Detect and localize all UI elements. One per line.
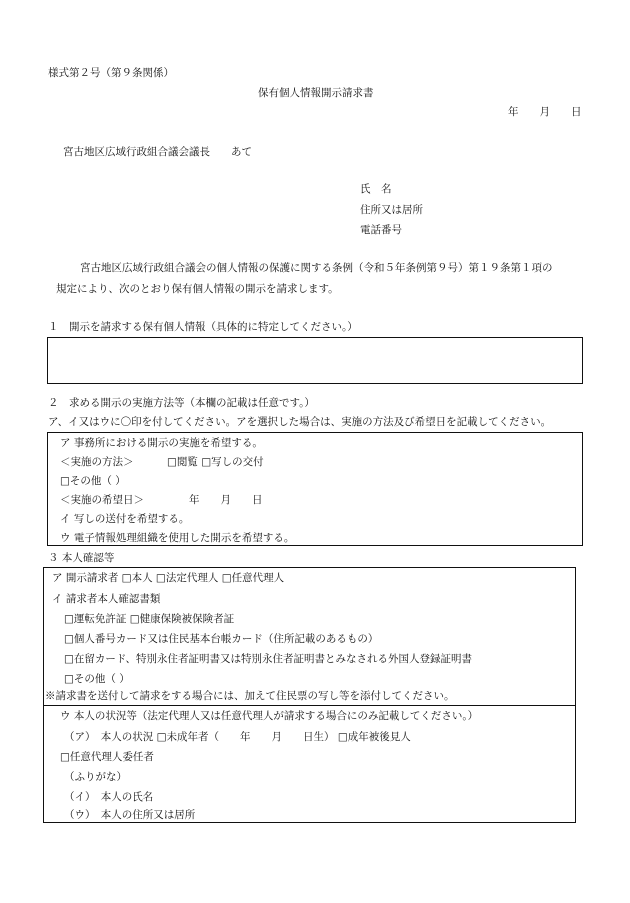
section2-box [47,432,583,546]
section2-heading: ２ 求める開示の実施方法等（本欄の記載は任意です。） [48,397,315,409]
addressee: 宮古地区広域行政組合議会議長 あて [63,146,252,158]
requester-address-label: 住所又は居所 [360,204,423,216]
id-doc-1[interactable]: □運転免許証 □健康保険被保険者証 [64,613,235,625]
status-heading: ウ 本人の状況等（法定代理人又は任意代理人が請求する場合にのみ記載してください。） [60,710,479,722]
other-option[interactable]: □その他（ ） [60,475,126,487]
form-number: 様式第２号（第９条関係） [48,67,174,79]
option-i[interactable]: イ 写しの送付を希望する。 [60,513,190,525]
intro-line-2: 規定により、次のとおり保有個人情報の開示を請求します。 [56,283,339,295]
intro-line-1: 宮古地区広域行政組合議会の個人情報の保護に関する条例（令和５年条例第９号）第１９条第１項の [80,262,553,274]
id-doc-2[interactable]: □個人番号カード又は住民基本台帳カード（住所記載のあるもの） [64,633,379,645]
requester-type-line[interactable]: ア 開示請求者 □本人 □法定代理人 □任意代理人 [52,572,285,584]
date-line: 年 月 日 [508,106,582,118]
section1-input-box[interactable] [47,337,583,384]
status-line[interactable]: （ア） 本人の状況 □未成年者（ 年 月 日生） □成年被後見人 [64,731,411,743]
section3-heading: ３ 本人確認等 [48,552,115,564]
requester-name-label: 氏 名 [360,183,392,195]
principal-address-label: （ウ） 本人の住所又は居所 [64,809,196,821]
requester-phone-label: 電話番号 [360,224,402,236]
furigana-label: （ふりがな） [64,771,127,783]
id-doc-4[interactable]: □その他（ ） [64,673,130,685]
form-title: 保有個人情報開示請求書 [258,87,374,99]
method-options[interactable]: □閲覧 □写しの交付 [167,456,264,468]
section3-divider [43,705,576,706]
principal-name-label: （イ） 本人の氏名 [64,791,154,803]
desired-date[interactable]: 年 月 日 [189,494,263,506]
date-label: ＜実施の希望日＞ [60,494,144,506]
proxy-delegator[interactable]: □任意代理人委任者 [60,751,154,763]
id-doc-3[interactable]: □在留カード、特別永住者証明書又は特別永住者証明書とみなされる外国人登録証明書 [64,653,472,665]
section1-heading: １ 開示を請求する保有個人情報（具体的に特定してください。） [48,321,358,333]
option-a[interactable]: ア 事務所における開示の実施を希望する。 [60,437,263,449]
option-u[interactable]: ウ 電子情報処理組織を使用した開示を希望する。 [60,532,295,544]
attachment-note: ※請求書を送付して請求をする場合には、加えて住民票の写し等を添付してください。 [45,690,455,702]
section2-instruction: ア、イ又はウに〇印を付してください。アを選択した場合は、実施の方法及び希望日を記載してください。 [48,416,552,428]
method-label: ＜実施の方法＞ [60,456,134,468]
id-docs-heading: イ 請求者本人確認書類 [52,593,161,605]
